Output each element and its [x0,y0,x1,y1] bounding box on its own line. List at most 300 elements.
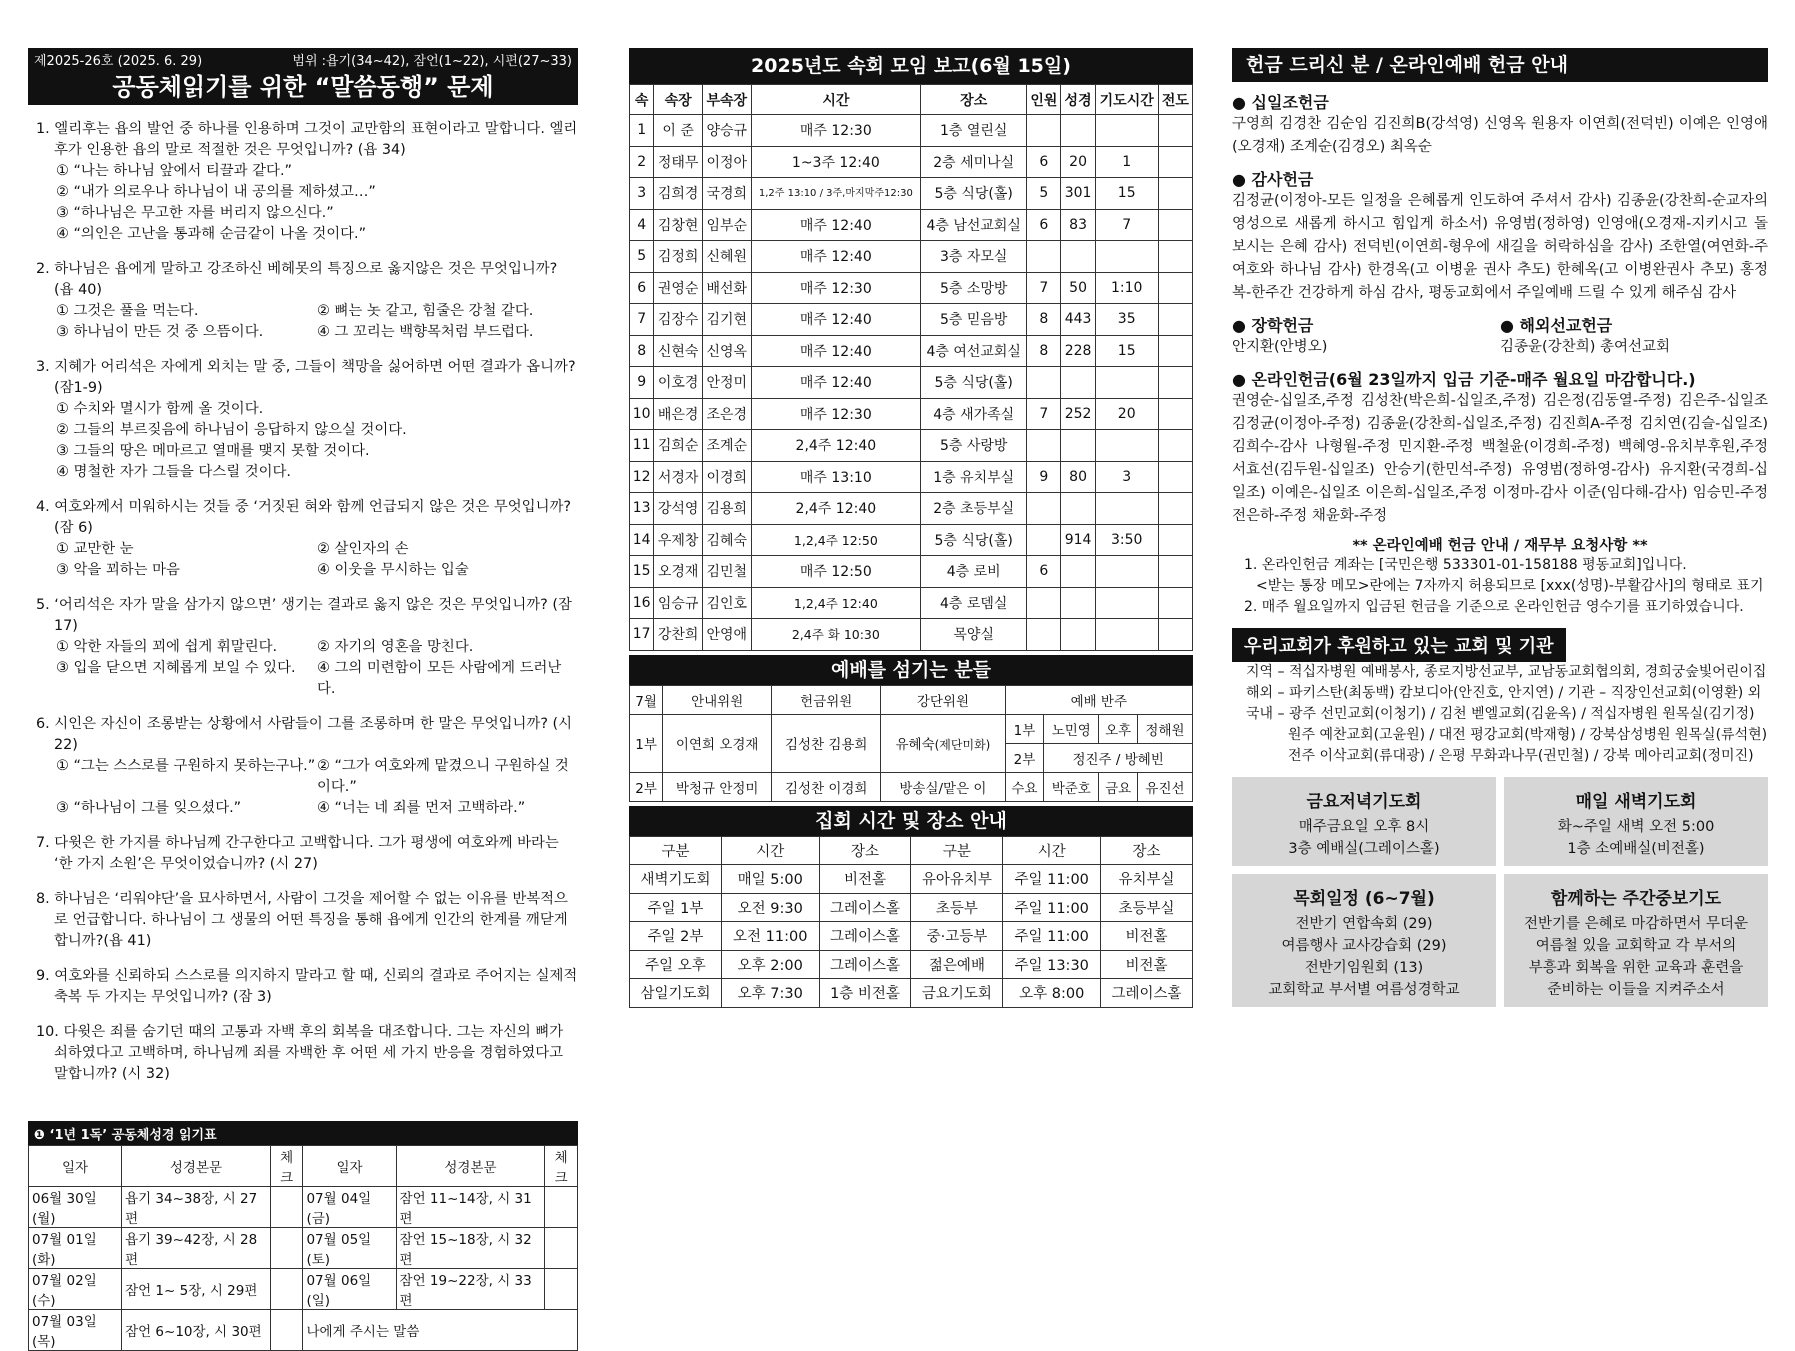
report-cell [1158,430,1192,462]
meeting-cell: 주일 2부 [630,922,722,951]
question-text: 4. 여호와께서 미워하시는 것들 중 ‘거짓된 혀와 함께 언급되지 않은 것은 무엇입니까? (잠 6) [36,499,572,536]
plan-check[interactable] [270,1310,303,1351]
report-cell [1158,304,1192,336]
report-cell: 4층 로비 [921,556,1027,588]
report-cell: 이호경 [654,367,703,399]
report-cell [1158,493,1192,525]
report-cell [1027,115,1061,147]
meeting-header: 구분 [630,836,722,865]
meeting-cell: 삼일기도회 [630,979,722,1008]
option-1: ① 수치와 멸시가 함께 올 것이다. [56,401,264,417]
support-title: 우리교회가 후원하고 있는 교회 및 기관 [1232,628,1566,662]
report-cell: 1:10 [1095,272,1158,304]
report-header: 전도 [1158,85,1192,115]
report-cell [1158,367,1192,399]
report-cell: 2층 초등부실 [921,493,1027,525]
option-3: ③ 입을 닫으면 지혜롭게 보일 수 있다. [56,660,296,676]
report-row [630,430,1193,462]
altar-1-note: (제단미화) [934,738,991,752]
report-cell: 김민철 [702,556,751,588]
guide-2: 박청규 안정미 [663,772,772,801]
question-options [36,399,578,483]
report-column [629,48,1193,1008]
report-cell [1095,493,1158,525]
report-cell: 매주 12:30 [751,398,921,430]
report-row [630,587,1193,619]
question-text: 1. 엘리후는 욥의 발언 중 하나를 인용하며 그것이 교만함의 표현이라고 말합니다. 엘리후가 인용한 욥의 말로 적절한 것은 무엇입니까? (욥 34) [36,121,578,158]
report-cell: 1층 열린실 [921,115,1027,147]
report-cell: 6 [630,272,654,304]
band-wed-label: 수요 [1005,772,1044,801]
report-cell: 7 [630,304,654,336]
question-text: 6. 시인은 자신이 조롱받는 상황에서 사람들이 그를 조롱하며 한 말은 무엇입니까? (시 22) [36,716,573,753]
info-box-title: 매일 새벽기도회 [1575,792,1697,812]
meeting-cell: 중·고등부 [911,922,1003,951]
report-cell: 15 [1095,335,1158,367]
plan-cell: 07월 06일(일) [303,1269,396,1310]
plan-cell: 잠언 15~18장, 시 32편 [396,1228,545,1269]
report-cell [1158,115,1192,147]
report-cell: 1 [630,115,654,147]
scholar-heading: ● 장학헌금 [1232,313,1500,336]
info-box-line: 여름행사 교사강습회 (29) [1281,938,1447,954]
support-item: 전주 이삭교회(류대광) / 은평 무화과나무(권민철) / 강북 메아리교회(정미진) [1288,748,1754,764]
report-title: 2025년도 속회 모임 보고(6월 15일) [629,48,1193,84]
plan-cell: 07월 01일(화) [29,1228,122,1269]
report-cell: 4층 로뎀실 [921,587,1027,619]
report-cell [1027,524,1061,556]
servers-accompany-header: 예배 반주 [1005,685,1192,714]
meeting-row [630,865,1193,894]
report-cell: 14 [630,524,654,556]
report-header: 인원 [1027,85,1061,115]
report-cell: 양승규 [702,115,751,147]
altar-1 [881,714,1005,772]
option-1: ① 교만한 눈 [56,541,134,557]
report-cell [1061,115,1095,147]
report-cell: 국경희 [702,178,751,210]
plan-cell: 잠언 6~10장, 시 30편 [122,1310,271,1351]
info-box-title: 함께하는 주간중보기도 [1550,889,1722,909]
question-3 [28,357,578,483]
servers-table [629,685,1193,802]
report-cell: 12 [630,461,654,493]
report-cell: 914 [1061,524,1095,556]
report-cell: 83 [1061,209,1095,241]
meeting-cell: 오전 11:00 [721,922,819,951]
servers-month: 7월 [630,685,663,714]
question-5 [28,595,578,700]
report-cell: 9 [1027,461,1061,493]
mission-list: 김종윤(강찬희) 총여선교회 [1500,339,1670,355]
report-cell: 7 [1095,209,1158,241]
report-cell: 228 [1061,335,1095,367]
report-cell [1095,367,1158,399]
report-cell [1095,115,1158,147]
question-8 [28,889,578,952]
report-cell: 매주 12:40 [751,241,921,273]
question-text: 5. ‘어리석은 자가 말을 삼가지 않으면’ 생기는 결과로 옳지 않은 것은 무엇입니까? (잠 17) [36,597,572,634]
report-row [630,335,1193,367]
report-cell: 매주 12:40 [751,304,921,336]
scholar-mission-row [1232,305,1768,359]
report-cell [1158,461,1192,493]
thanks-heading: ● 감사헌금 [1232,167,1768,190]
report-cell: 임부순 [702,209,751,241]
info-box-line: 부흥과 회복을 위한 교육과 훈련을 [1528,960,1744,976]
plan-note: 나에게 주시는 말씀 [303,1310,578,1351]
report-cell: 5층 식당(홀) [921,367,1027,399]
report-cell [1095,430,1158,462]
report-cell: 매주 12:30 [751,272,921,304]
option-4: ④ “너는 네 죄를 먼저 고백하라.” [317,800,526,816]
report-cell [1158,209,1192,241]
report-cell [1027,587,1061,619]
plan-check[interactable] [545,1187,578,1228]
report-row [630,272,1193,304]
report-cell: 목양실 [921,619,1027,651]
report-cell: 김혜숙 [702,524,751,556]
report-cell: 9 [630,367,654,399]
plan-cell: 07월 04일(금) [303,1187,396,1228]
plan-cell: 잠언 1~ 5장, 시 29편 [122,1269,271,1310]
meeting-cell: 매일 5:00 [721,865,819,894]
report-cell: 20 [1061,146,1095,178]
option-3: ③ “하나님은 무고한 자를 버리지 않으신다.” [56,205,334,221]
report-cell: 17 [630,619,654,651]
info-box [1232,874,1496,1007]
option-2: ② 자기의 영혼을 망친다. [317,639,474,655]
info-box-line: 1층 소예배실(비전홀) [1567,841,1705,857]
info-box-line: 전반기를 은혜로 마감하면서 무더운 [1524,916,1748,932]
plan-header: 일자 [303,1146,396,1187]
report-cell: 35 [1095,304,1158,336]
meeting-header: 장소 [819,836,911,865]
report-cell: 1~3주 12:40 [751,146,921,178]
report-cell [1027,430,1061,462]
report-cell [1095,241,1158,273]
question-10 [28,1022,578,1085]
report-cell: 3층 자모실 [921,241,1027,273]
meeting-cell: 주일 11:00 [1003,922,1101,951]
report-cell [1061,556,1095,588]
report-cell: 임승규 [654,587,703,619]
band-1-label: 1부 [1005,714,1044,743]
report-cell [1158,587,1192,619]
altar-1-name: 유혜숙 [895,737,935,753]
report-cell: 6 [1027,209,1061,241]
report-cell: 김정희 [654,241,703,273]
plan-cell: 욥기 39~42장, 시 28편 [122,1228,271,1269]
report-cell: 강석영 [654,493,703,525]
info-box-title: 목회일정 (6~7월) [1293,889,1435,909]
report-cell: 2층 세미나실 [921,146,1027,178]
option-3: ③ 하나님이 만든 것 중 으뜸이다. [56,324,264,340]
support-item: 해외 – 파키스탄(최동백) 캄보디아(안진호, 안지연) / 기관 – 직장인선교회(이영환) 외 [1246,685,1762,701]
question-9 [28,966,578,1008]
meeting-title: 집회 시간 및 장소 안내 [629,806,1193,836]
service-1-label: 1부 [630,714,663,772]
info-box-line: 3층 예배실(그레이스홀) [1288,841,1440,857]
report-cell: 이 준 [654,115,703,147]
report-cell: 7 [1027,272,1061,304]
report-cell: 강찬희 [654,619,703,651]
band-pm-label: 오후 [1099,714,1138,743]
meeting-cell: 그레이스홀 [1101,979,1193,1008]
report-row [630,209,1193,241]
meeting-cell: 그레이스홀 [819,922,911,951]
report-cell: 김창현 [654,209,703,241]
report-cell: 5층 식당(홀) [921,178,1027,210]
option-4: ④ 명철한 자가 그들을 다스릴 것이다. [56,464,291,480]
meeting-row [630,893,1193,922]
report-cell: 50 [1061,272,1095,304]
report-cell: 4층 여선교회실 [921,335,1027,367]
plan-cell: 욥기 34~38장, 시 27편 [122,1187,271,1228]
plan-row [29,1310,578,1351]
issue-header [28,48,578,70]
report-cell: 매주 12:40 [751,367,921,399]
plan-check[interactable] [270,1269,303,1310]
option-1: ① “나는 하나님 앞에서 티끌과 같다.” [56,163,292,179]
info-box-line: 화~주일 새벽 오전 5:00 [1557,819,1715,835]
meeting-cell: 주일 1부 [630,893,722,922]
notice-item: <받는 통장 메모>란에는 7자까지 허용되므로 [xxx(성명)-부활감사]의 형태로 표기 [1256,578,1764,594]
report-cell: 1 [1095,146,1158,178]
plan-cell: 06월 30일(월) [29,1187,122,1228]
option-4: ④ 그의 미련함이 모든 사람에게 드러난다. [317,660,562,697]
option-4: ④ 이웃을 무시하는 입술 [317,562,469,578]
report-cell: 3 [630,178,654,210]
plan-check[interactable] [545,1228,578,1269]
report-cell: 매주 12:40 [751,335,921,367]
info-box-line: 전반기임원회 (13) [1304,960,1424,976]
report-cell: 1,2주 13:10 / 3주,마지막주12:30 [751,178,921,210]
meeting-cell: 유아유치부 [911,865,1003,894]
report-cell: 3:50 [1095,524,1158,556]
question-text: 2. 하나님은 욥에게 말하고 강조하신 베헤못의 특징으로 옳지않은 것은 무엇입니까? (욥 40) [36,261,558,298]
band-1-name: 노민영 [1044,714,1099,743]
option-2: ② “내가 의로우나 하나님이 내 공의를 제하셨고…” [56,184,376,200]
report-cell [1027,241,1061,273]
question-options [36,161,578,245]
report-cell: 5층 소망방 [921,272,1027,304]
meeting-header: 장소 [1101,836,1193,865]
meeting-cell: 그레이스홀 [819,950,911,979]
option-3: ③ 악을 꾀하는 마음 [56,562,180,578]
meeting-cell: 주일 오후 [630,950,722,979]
meeting-cell: 비전홀 [1101,922,1193,951]
plan-cell: 07월 05일(토) [303,1228,396,1269]
report-cell [1061,241,1095,273]
report-cell: 김장수 [654,304,703,336]
report-row [630,367,1193,399]
report-cell: 10 [630,398,654,430]
meeting-cell: 비전홀 [1101,950,1193,979]
plan-header: 체크 [270,1146,303,1187]
band-2-names: 정진주 / 방혜빈 [1044,743,1193,772]
meeting-cell: 새벽기도회 [630,865,722,894]
reading-plan-table [28,1145,578,1351]
report-cell [1061,367,1095,399]
report-cell: 이정아 [702,146,751,178]
report-cell: 신현숙 [654,335,703,367]
report-cell [1027,493,1061,525]
offering-title: 헌금 드리신 분 / 온라인예배 헌금 안내 [1232,48,1768,82]
report-cell: 안영애 [702,619,751,651]
report-row [630,304,1193,336]
service-2-label: 2부 [630,772,663,801]
report-row [630,493,1193,525]
online-list: 권영순-십일조,주정 김성찬(박은희-십일조,주정) 김은정(김동열-주정) 김은주-십일조 김정균(이정아-주정) 김종윤(강찬희-십일조,주정) 김진희A-주정 김치연(김슬-십일조) 김희수-감사 나형월-주정 민지환-주정 백철윤(이경희-주정) 백혜영-유치부후원,주정 서효선(김두원-십일조) 안승기(한민석-주정) 유영범(정하영-감사) 유지환(국경희-십일조) 이예은-십일조 이은희-십일조,주정 이정마-감사 이준(임다해-감사) 임승민-주정 전은하-주정 채윤화-주정 [1232,393,1768,524]
report-cell: 443 [1061,304,1095,336]
support-list [1232,662,1768,767]
band-pm-name: 정해원 [1137,714,1192,743]
meeting-cell: 초등부실 [1101,893,1193,922]
plan-check[interactable] [545,1269,578,1310]
report-cell [1158,146,1192,178]
mission-heading: ● 해외선교헌금 [1500,313,1768,336]
report-cell [1061,587,1095,619]
guide-1: 이연희 오경재 [663,714,772,772]
report-cell: 4층 남선교회실 [921,209,1027,241]
report-cell: 13 [630,493,654,525]
report-cell: 조계순 [702,430,751,462]
notice-list [1232,555,1768,618]
report-cell: 16 [630,587,654,619]
meeting-cell: 오후 8:00 [1003,979,1101,1008]
report-row [630,461,1193,493]
report-cell: 252 [1061,398,1095,430]
report-cell: 신영옥 [702,335,751,367]
issue-number: 제2025-26호 (2025. 6. 29) [34,53,203,69]
report-cell: 8 [1027,304,1061,336]
report-cell: 정태무 [654,146,703,178]
report-cell: 배은경 [654,398,703,430]
question-options [36,756,578,819]
question-list [28,119,578,1085]
notice-item: 1. 온라인헌금 계좌는 [국민은행 533301-01-158188 평동교회]입니다. [1244,557,1687,573]
report-cell: 권영순 [654,272,703,304]
meeting-header: 구분 [911,836,1003,865]
report-header: 시간 [751,85,921,115]
report-cell: 2,4주 화 10:30 [751,619,921,651]
report-cell: 301 [1061,178,1095,210]
info-box-line: 여름철 있을 교회학교 각 부서의 [1535,938,1737,954]
info-box-line: 전반기 연합속회 (29) [1295,916,1433,932]
question-4 [28,497,578,581]
servers-title: 예배를 섬기는 분들 [629,655,1193,685]
report-cell: 80 [1061,461,1095,493]
report-cell [1061,430,1095,462]
report-cell [1158,241,1192,273]
report-header: 장소 [921,85,1027,115]
notice-item: 2. 매주 월요일까지 입금된 헌금을 기준으로 온라인헌금 영수기를 표기하였습니다. [1244,599,1744,615]
report-cell: 우제창 [654,524,703,556]
report-header: 기도시간 [1095,85,1158,115]
report-cell [1027,367,1061,399]
report-cell: 김희경 [654,178,703,210]
cell-group-report-table [629,84,1193,651]
offering-2: 김성찬 이경희 [772,772,881,801]
report-cell: 3 [1095,461,1158,493]
report-cell: 2,4주 12:40 [751,493,921,525]
meeting-cell: 1층 비전홀 [819,979,911,1008]
report-cell [1095,556,1158,588]
plan-row [29,1187,578,1228]
tithe-list: 구영희 김경찬 김순임 김진희B(강석영) 신영옥 원용자 이연희(전덕빈) 이예은 인영애(오경재) 조계순(김경오) 최옥순 [1232,116,1768,155]
question-options [36,301,578,343]
notice-title: ** 온라인예배 헌금 안내 / 재무부 요청사항 ** [1352,538,1648,554]
plan-header: 성경본문 [396,1146,545,1187]
servers-altar-header: 강단위원 [881,685,1005,714]
report-cell: 6 [1027,556,1061,588]
question-6 [28,714,578,819]
option-2: ② “그가 여호와께 맡겼으니 구원하실 것이다.” [317,758,569,795]
report-header: 속장 [654,85,703,115]
option-1: ① “그는 스스로를 구원하지 못하는구나.” [56,758,316,774]
report-cell: 매주 13:10 [751,461,921,493]
report-cell: 1,2,4주 12:40 [751,587,921,619]
report-cell: 김용희 [702,493,751,525]
report-cell: 5층 식당(홀) [921,524,1027,556]
report-cell: 15 [630,556,654,588]
question-options [36,539,578,581]
report-cell [1158,178,1192,210]
thanks-list: 김정균(이정아-모든 일정을 은혜롭게 인도하여 주셔서 감사) 김종윤(강찬희-순교자의 영성으로 새롭게 하시고 힘입게 하소서) 유영범(정하영) 인영애(오경재-지키시고 돌보시는 은혜 감사) 전덕빈(이연희-형우에 새길을 허락하심을 감사) 조한열(여연화-주 여호와 하나님 감사) 한경옥(고 이병윤 권사 추도) 한혜옥(고 이병완권사 추모) 홍정복-한주간 건강하게 하심 감사, 평동교회에서 주일예배 드릴 수 있게 해주심 감사 [1232,193,1768,301]
meeting-cell: 오후 7:30 [721,979,819,1008]
meeting-cell: 금요기도회 [911,979,1003,1008]
servers-offering-header: 헌금위원 [772,685,881,714]
meeting-header: 시간 [721,836,819,865]
report-cell [1158,619,1192,651]
plan-check[interactable] [270,1228,303,1269]
report-cell: 15 [1095,178,1158,210]
offering-column [1232,48,1768,1007]
report-cell: 매주 12:30 [751,115,921,147]
report-row [630,115,1193,147]
info-box [1232,777,1496,866]
quiz-column [28,48,578,1351]
report-cell [1027,619,1061,651]
meeting-cell: 그레이스홀 [819,893,911,922]
report-cell [1158,556,1192,588]
plan-check[interactable] [270,1187,303,1228]
meeting-cell: 오후 2:00 [721,950,819,979]
question-7 [28,833,578,875]
scholar-list: 안지환(안병오) [1232,339,1328,355]
info-box-line: 교회학교 부서별 여름성경학교 [1268,982,1460,998]
report-cell: 1,2,4주 12:50 [751,524,921,556]
report-cell [1095,619,1158,651]
option-1: ① 악한 자들의 꾀에 쉽게 휘말린다. [56,639,278,655]
report-cell [1061,493,1095,525]
report-cell: 배선화 [702,272,751,304]
question-text: 9. 여호와를 신뢰하되 스스로를 의지하지 말라고 할 때, 신뢰의 결과로 주어지는 실제적 축복 두 가지는 무엇입니까? (잠 3) [36,968,578,1005]
report-row [630,556,1193,588]
plan-header: 체크 [545,1146,578,1187]
report-cell: 김기현 [702,304,751,336]
report-cell: 매주 12:50 [751,556,921,588]
meeting-cell: 주일 13:30 [1003,950,1101,979]
report-cell: 1층 유치부실 [921,461,1027,493]
meeting-cell: 주일 11:00 [1003,893,1101,922]
plan-header: 일자 [29,1146,122,1187]
question-1 [28,119,578,245]
meeting-row [630,922,1193,951]
plan-cell: 07월 02일(수) [29,1269,122,1310]
tithe-heading: ● 십일조헌금 [1232,90,1768,113]
